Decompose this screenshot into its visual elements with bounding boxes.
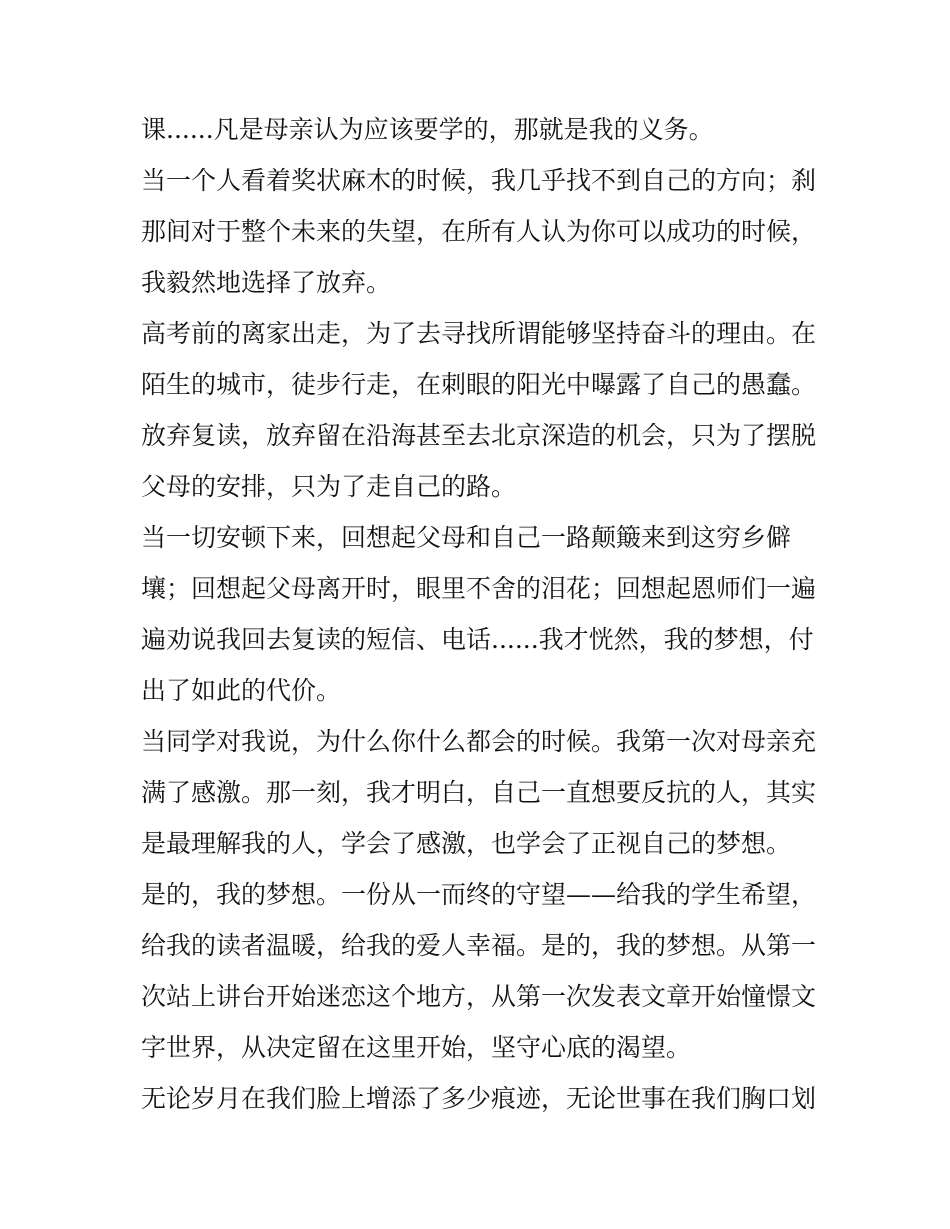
text-line: 当同学对我说，为什么你什么都会的时候。我第一次对母亲充 (141, 727, 817, 756)
text-line: 当一切安顿下来，回想起父母和自己一路颠簸来到这穷乡僻 (141, 523, 792, 552)
text-line: 遍劝说我回去复读的短信、电话......我才恍然，我的梦想，付 (141, 625, 814, 654)
text-line: 高考前的离家出走，为了去寻找所谓能够坚持奋斗的理由。在 (141, 319, 817, 348)
text-line: 字世界，从决定留在这里开始，坚守心底的渴望。 (141, 1033, 692, 1062)
text-line: 壤；回想起父母离开时，眼里不舍的泪花；回想起恩师们一遍 (141, 574, 817, 603)
text-line: 那间对于整个未来的失望，在所有人认为你可以成功的时候， (141, 217, 817, 246)
text-line: 无论岁月在我们脸上增添了多少痕迹，无论世事在我们胸口划 (141, 1084, 817, 1113)
text-line: 是最理解我的人，学会了感激，也学会了正视自己的梦想。 (141, 829, 792, 858)
text-line: 满了感激。那一刻，我才明白，自己一直想要反抗的人，其实 (141, 778, 817, 807)
text-line: 当一个人看着奖状麻木的时候，我几乎找不到自己的方向；刹 (141, 166, 817, 195)
text-line: 陌生的城市，徒步行走，在刺眼的阳光中曝露了自己的愚蠢。 (141, 370, 817, 399)
text-line: 父母的安排，只为了走自己的路。 (141, 472, 517, 501)
text-line: 我毅然地选择了放弃。 (141, 268, 392, 297)
text-line: 课......凡是母亲认为应该要学的，那就是我的义务。 (141, 115, 714, 144)
text-line: 放弃复读，放弃留在沿海甚至去北京深造的机会，只为了摆脱 (141, 421, 817, 450)
document-body (141, 112, 821, 1132)
text-line: 次站上讲台开始迷恋这个地方，从第一次发表文章开始憧憬文 (141, 982, 817, 1011)
text-line: 是的，我的梦想。一份从一而终的守望——给我的学生希望， (141, 880, 817, 909)
text-line: 给我的读者温暖，给我的爱人幸福。是的，我的梦想。从第一 (141, 931, 817, 960)
text-line: 出了如此的代价。 (141, 676, 342, 705)
